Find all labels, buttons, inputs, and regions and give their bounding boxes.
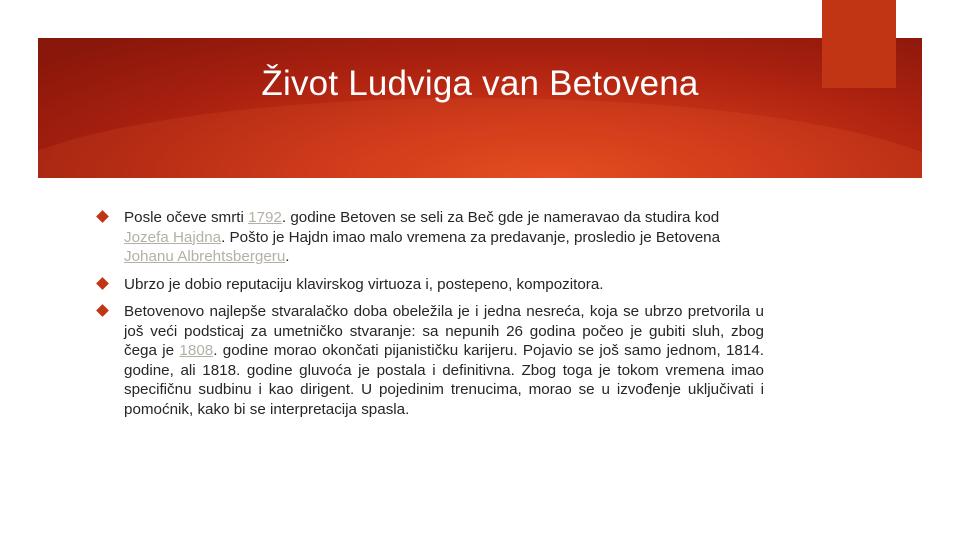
diamond-icon [97, 211, 109, 223]
bullet-text: Posle očeve smrti [124, 209, 249, 226]
link-jozef-hajdn[interactable]: Jozefa Hajdna [124, 228, 222, 246]
title-banner [38, 38, 922, 178]
slide-title: Život Ludviga van Betovena [261, 64, 699, 103]
diamond-icon [97, 305, 109, 317]
bullet-text: . Pošto je Hajdn imao malo vremena za predavanje, prosledio je Betovena [221, 228, 721, 246]
bullet-item [104, 275, 764, 295]
bullet-list [104, 208, 764, 419]
diamond-icon [97, 278, 109, 290]
bullet-text: . godine Betoven se seli za Beč gde je nameravao da studira kod [281, 209, 720, 226]
bullet-item [104, 302, 764, 419]
bullet-text: Betovenovo najlepše stvaralačko doba obeležila je i jedna nesreća, koja se ubrzo pretvorila u još veći podsticaj za umetničko stvaranje: sa nepunih 26 godina počeo je gubiti sluh, zbog čega je [124, 303, 764, 359]
link-johan-albrehtsberger[interactable]: Johanu Albrehtsbergeru [124, 248, 286, 265]
bullet-text: . godine morao okončati pijanističku karijeru. Pojavio se još samo jednom, 1814. godine, ali 1818. godine gluvoća je postala i definitivna. Zbog toga je tokom vremena imao specifičnu sudbinu i kao dirigent. U pojedinim trenucima, morao se u izvođenje uključivati i pomoćnik, kako bi se interpretacija spasla. [124, 342, 764, 418]
bullet-item [104, 208, 764, 267]
bullet-text: Ubrzo je dobio reputaciju klavirskog virtuoza i, postepeno, kompozitora. [124, 275, 604, 293]
bullet-text: . [285, 248, 290, 265]
link-1792[interactable]: 1792 [248, 209, 282, 226]
banner-highlight [38, 98, 922, 178]
link-1808[interactable]: 1808 [179, 342, 214, 359]
